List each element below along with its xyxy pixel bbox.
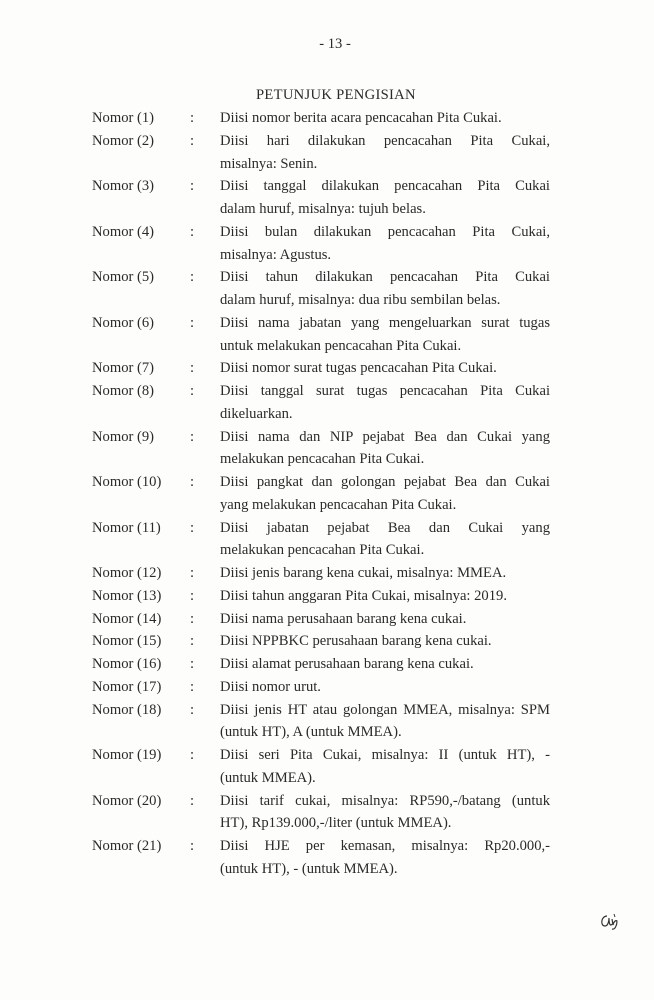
list-item: [92, 130, 550, 176]
separator: :: [190, 360, 195, 377]
separator: :: [190, 314, 195, 331]
item-description: [220, 107, 550, 130]
item-description: [220, 676, 550, 699]
item-description: [220, 835, 550, 881]
item-description: [220, 562, 550, 585]
separator: :: [190, 110, 195, 126]
item-description: [220, 653, 550, 676]
separator: :: [190, 519, 195, 536]
item-label: Nomor (9): [92, 428, 155, 445]
description-line: melakukan pencacahan Pita Cukai.: [220, 451, 425, 468]
separator: :: [190, 633, 195, 650]
list-item: [92, 357, 550, 380]
list-item: [92, 175, 550, 221]
description-line: Diisi nama dan NIP pejabat Bea dan Cukai yang: [220, 428, 550, 445]
item-label: Nomor (15): [92, 633, 162, 650]
separator: :: [190, 269, 195, 286]
description-line: (untuk HT), A (untuk MMEA).: [220, 724, 402, 741]
item-description: [220, 517, 550, 563]
list-item: [92, 107, 550, 130]
separator: :: [190, 747, 195, 763]
item-label: Nomor (13): [92, 587, 162, 604]
instruction-list: [92, 107, 550, 881]
description-line: Diisi hari dilakukan pencacahan Pita Cukai,: [220, 132, 550, 149]
list-item: [92, 517, 550, 563]
list-item: [92, 699, 550, 745]
description-line: HT), Rp139.000,-/liter (untuk MMEA).: [220, 815, 452, 832]
item-label: Nomor (18): [92, 701, 162, 718]
description-line: Diisi tanggal dilakukan pencacahan Pita Cukai: [220, 178, 550, 195]
description-line: Diisi nama jabatan yang mengeluarkan surat tugas: [220, 314, 550, 331]
description-line: yang melakukan pencacahan Pita Cukai.: [220, 496, 457, 513]
description-line: Diisi seri Pita Cukai, misalnya: II (untuk HT), -: [220, 747, 550, 763]
item-label: Nomor (6): [92, 314, 155, 331]
item-description: [220, 471, 550, 517]
item-description: [220, 380, 550, 426]
item-description: [220, 221, 550, 267]
description-line: Diisi jenis HT atau golongan MMEA, misalnya: SPM: [220, 701, 550, 718]
list-item: [92, 562, 550, 585]
description-line: melakukan pencacahan Pita Cukai.: [220, 542, 425, 559]
description-line: Diisi jabatan pejabat Bea dan Cukai yang: [220, 519, 550, 536]
list-item: [92, 312, 550, 358]
description-line: Diisi nomor urut.: [220, 678, 321, 695]
list-item: [92, 585, 550, 608]
item-description: [220, 130, 550, 176]
item-description: [220, 426, 550, 472]
description-line: Diisi nama perusahaan barang kena cukai.: [220, 610, 467, 627]
item-description: [220, 585, 550, 608]
list-item: [92, 790, 550, 836]
description-line: Diisi tanggal surat tugas pencacahan Pita Cukai: [220, 383, 550, 399]
separator: :: [190, 610, 195, 627]
item-label: Nomor (19): [92, 747, 162, 763]
item-label: Nomor (8): [92, 383, 155, 399]
description-line: Diisi tarif cukai, misalnya: RP590,-/batang (untuk: [220, 792, 550, 809]
list-item: [92, 676, 550, 699]
item-label: Nomor (16): [92, 656, 162, 672]
list-item: [92, 744, 550, 790]
separator: :: [190, 678, 195, 695]
item-description: [220, 630, 550, 653]
item-description: [220, 744, 550, 790]
item-label: Nomor (20): [92, 792, 162, 809]
page-title: PETUNJUK PENGISIAN: [256, 87, 416, 103]
page-number: - 13 -: [319, 36, 351, 52]
item-label: Nomor (2): [92, 132, 155, 149]
item-label: Nomor (3): [92, 178, 155, 195]
item-label: Nomor (1): [92, 110, 155, 126]
description-line: Diisi NPPBKC perusahaan barang kena cukai.: [220, 633, 492, 650]
list-item: [92, 380, 550, 426]
description-line: (untuk HT), - (untuk MMEA).: [220, 860, 398, 877]
separator: :: [190, 838, 195, 854]
item-label: Nomor (5): [92, 269, 155, 286]
list-item: [92, 471, 550, 517]
separator: :: [190, 383, 195, 399]
item-description: [220, 175, 550, 221]
description-line: Diisi HJE per kemasan, misalnya: Rp20.000,-: [220, 838, 550, 854]
item-label: Nomor (14): [92, 610, 162, 627]
item-description: [220, 312, 550, 358]
list-item: [92, 653, 550, 676]
item-label: Nomor (10): [92, 474, 162, 490]
description-line: Diisi nomor berita acara pencacahan Pita Cukai.: [220, 110, 502, 126]
description-line: (untuk MMEA).: [220, 769, 316, 786]
separator: :: [190, 178, 195, 195]
item-description: [220, 699, 550, 745]
description-line: untuk melakukan pencacahan Pita Cukai.: [220, 337, 462, 354]
description-line: misalnya: Senin.: [220, 155, 318, 172]
description-line: Diisi jenis barang kena cukai, misalnya: MMEA.: [220, 565, 507, 581]
description-line: Diisi pangkat dan golongan pejabat Bea dan Cukai: [220, 474, 550, 490]
item-label: Nomor (12): [92, 565, 162, 581]
separator: :: [190, 587, 195, 604]
description-line: Diisi bulan dilakukan pencacahan Pita Cukai,: [220, 223, 550, 240]
description-line: misalnya: Agustus.: [220, 246, 332, 263]
item-description: [220, 608, 550, 631]
description-line: Diisi alamat perusahaan barang kena cukai.: [220, 656, 474, 672]
separator: :: [190, 792, 195, 809]
separator: :: [190, 474, 195, 490]
list-item: [92, 608, 550, 631]
separator: :: [190, 428, 195, 445]
description-line: dikeluarkan.: [220, 405, 293, 422]
item-description: [220, 266, 550, 312]
item-label: Nomor (17): [92, 678, 162, 695]
list-item: [92, 221, 550, 267]
description-line: Diisi tahun anggaran Pita Cukai, misalnya: 2019.: [220, 587, 507, 604]
list-item: [92, 630, 550, 653]
separator: :: [190, 701, 195, 718]
item-label: Nomor (4): [92, 223, 155, 240]
separator: :: [190, 132, 195, 149]
description-line: Diisi tahun dilakukan pencacahan Pita Cukai: [220, 269, 550, 286]
list-item: [92, 266, 550, 312]
item-description: [220, 357, 550, 380]
description-line: Diisi nomor surat tugas pencacahan Pita Cukai.: [220, 360, 497, 377]
separator: :: [190, 223, 195, 240]
item-description: [220, 790, 550, 836]
paraf-signature-icon: [598, 912, 620, 932]
item-label: Nomor (7): [92, 360, 155, 377]
item-label: Nomor (21): [92, 838, 162, 854]
item-label: Nomor (11): [92, 519, 161, 536]
separator: :: [190, 656, 195, 672]
list-item: [92, 835, 550, 881]
list-item: [92, 426, 550, 472]
description-line: dalam huruf, misalnya: dua ribu sembilan belas.: [220, 292, 501, 308]
separator: :: [190, 565, 195, 581]
description-line: dalam huruf, misalnya: tujuh belas.: [220, 201, 426, 217]
